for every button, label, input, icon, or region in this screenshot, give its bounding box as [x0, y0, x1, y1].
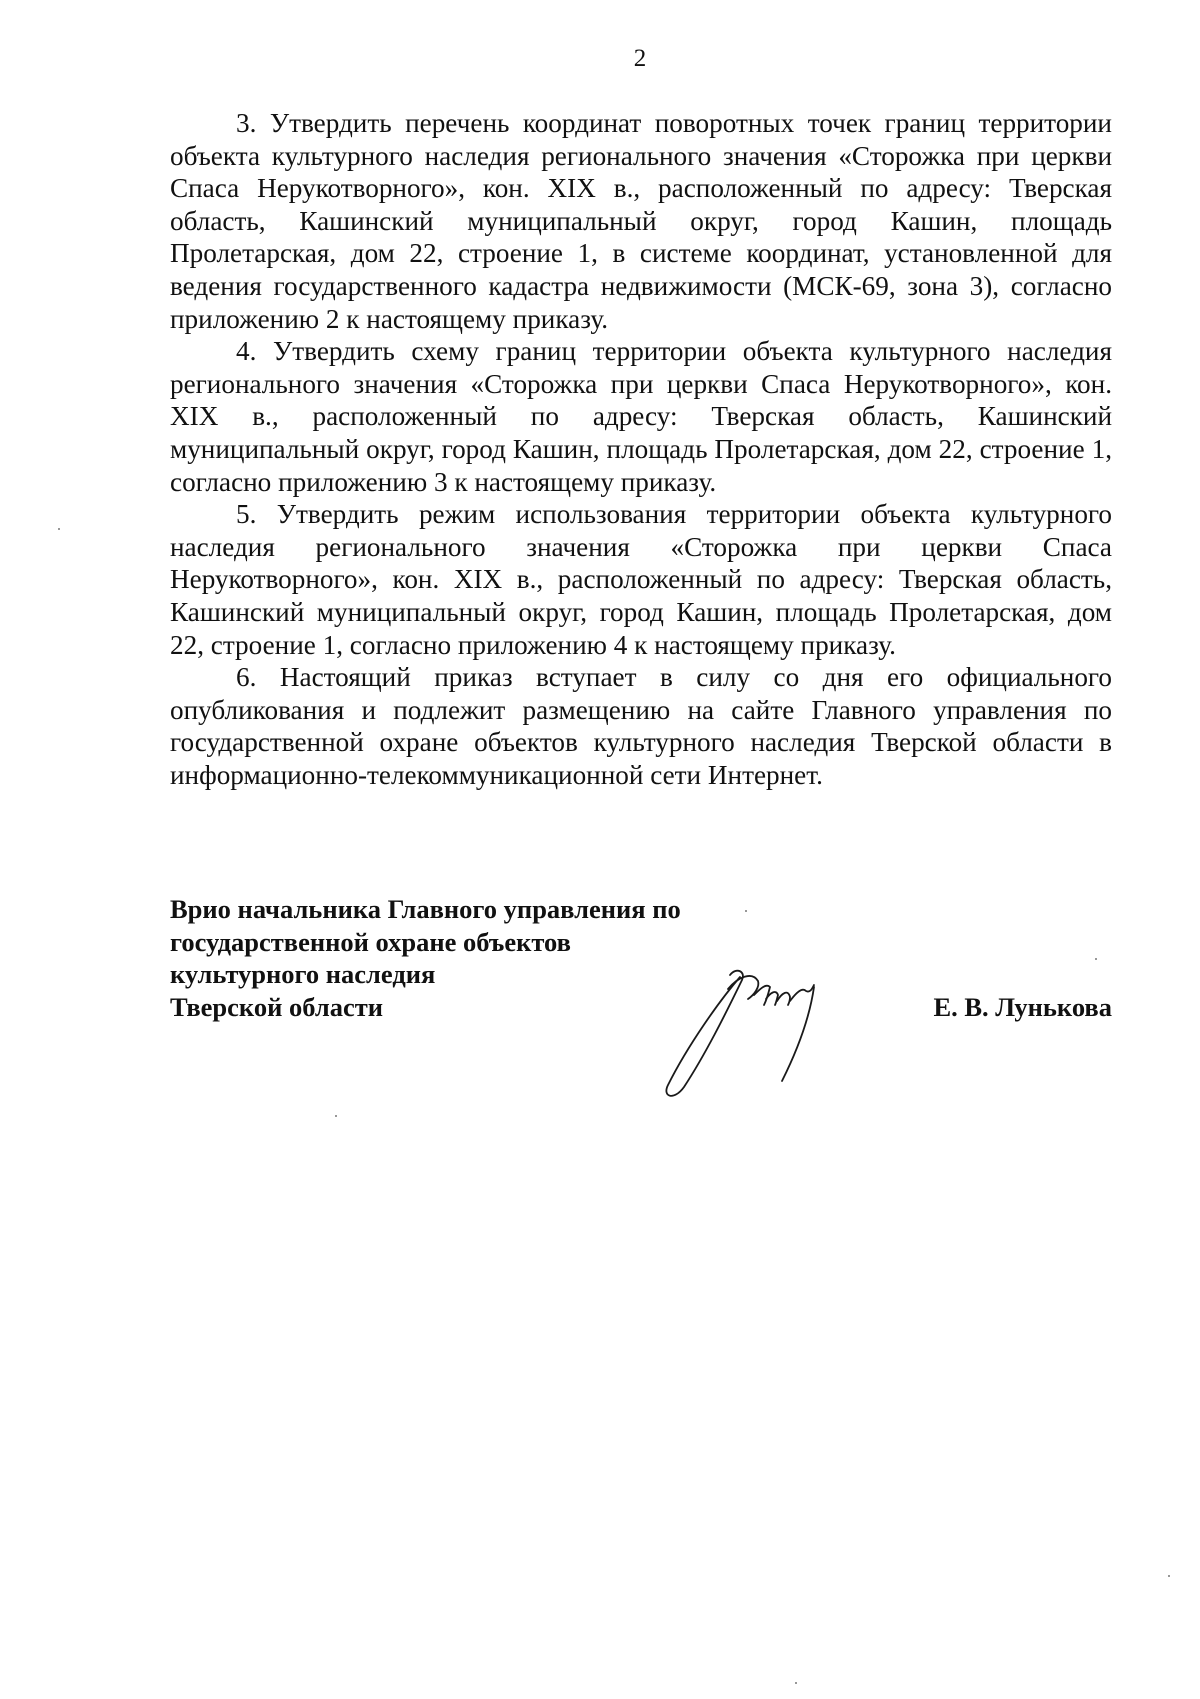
signatory-position: [170, 893, 730, 1023]
paragraph-item-4: 4. Утвердить схему границ территории объекта культурного наследия регионального значения «Сторожка при церкви Спаса Нерукотворного», кон. XIX в., расположенный по адресу: Тверская область, Кашинский муниципальный округ, город Кашин, площадь Пролетарская, дом 22, строение 1, согласно приложению 3 к настоящему приказу.: [170, 336, 1112, 497]
page-number: 2: [633, 45, 647, 72]
scan-speck: [1095, 958, 1097, 960]
order-body: [170, 107, 1112, 791]
position-line: Тверской области: [170, 991, 383, 1022]
paragraph-item-5: 5. Утвердить режим использования территории объекта культурного наследия регионального значения «Сторожка при церкви Спаса Нерукотворного», кон. XIX в., расположенный по адресу: Тверская область, Кашинский муниципальный округ, город Кашин, площадь Пролетарская, дом 22, строение 1, согласно приложению 4 к настоящему приказу.: [170, 499, 1112, 660]
position-line: Врио начальника Главного управления по: [170, 894, 681, 924]
scan-speck: [58, 528, 60, 530]
paragraph-item-6: 6. Настоящий приказ вступает в силу со дня его официального опубликования и подлежит размещению на сайте Главного управления по государственной охране объектов культурного наследия Тверской области в информационно-телекоммуникационной сети Интернет.: [170, 662, 1112, 790]
scan-speck: [745, 910, 747, 912]
scan-speck: [795, 1682, 797, 1684]
position-line: государственной охране объектов: [170, 926, 571, 957]
position-line: культурного наследия: [170, 959, 436, 989]
scan-speck: [335, 1115, 337, 1117]
scan-speck: [1168, 1575, 1170, 1577]
signer-name: Е. В. Лунькова: [933, 992, 1112, 1022]
handwritten-signature: [650, 955, 870, 1105]
paragraph-item-3: 3. Утвердить перечень координат поворотных точек границ территории объекта культурного наследия регионального значения «Сторожка при церкви Спаса Нерукотворного», кон. XIX в., расположенный по адресу: Тверская область, Кашинский муниципальный округ, город Кашин, площадь Пролетарская, дом 22, строение 1, в системе координат, установленной для ведения государственного кадастра недвижимости (МСК-69, зона 3), согласно приложению 2 к настоящему приказу.: [170, 108, 1112, 334]
